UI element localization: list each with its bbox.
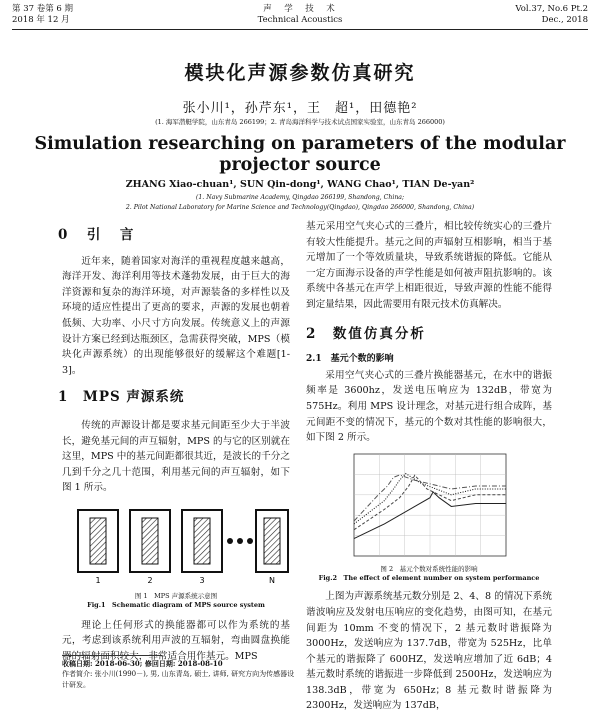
figure-2-caption-en: Fig.2 The effect of element number on system performance — [318, 574, 540, 583]
right-column — [306, 219, 552, 714]
volume-label-en: Vol.37, No.6 Pt.2 — [515, 4, 588, 14]
section-2-1-paragraph: 采用空气夹心式的三叠片换能器基元，在水中的谐振频率是 3600hz，发送电压响应为 132dB，带宽为 575Hz。利用 MPS 设计理念，对基元进行组合成阵，基元间距不变的情况下，基元的个数对其性能的影响很大，如下图 2 所示。 — [306, 369, 552, 444]
title-en-line2: projector source — [219, 155, 381, 175]
journal-name-en: Technical Acoustics — [257, 15, 343, 25]
right-paragraph-2: 上图为声源系统基元数分别是 2、4、8 的情况下系统谐波响应及发射电压响应的变化趋势，由图可知，在基元间距为 10mm 不变的情况下，2 基元数时谐振降为 3000Hz，发送响应为 137.7dB，带宽为 525Hz，比单个基元的谐振降了 600HZ，发送响应增加了近 6dB；4 基元数时系统的谐振进一步降低到 2500Hz，发送响应为 138.3dB，带宽为 650Hz；8 基元数时谐振降为 2300Hz，发送响应为 137dB， — [306, 591, 552, 712]
figure-2-caption-zh: 图 2 基元个数对系统性能的影响 — [380, 565, 478, 574]
ellipsis-dots — [227, 538, 253, 544]
date-label-en: Dec., 2018 — [541, 15, 588, 25]
fig1-label-1: 1 — [95, 575, 101, 585]
affiliation-en-line2: 2. Pilot National Laboratory for Marine Science and Technology(Qingdao), Qingdao 266000, Shandong, China) — [125, 204, 475, 211]
figure-1-caption-zh: 图 1 MPS 声源系统示意图 — [134, 591, 218, 600]
mps-diagram — [62, 506, 290, 586]
footnote-rule — [62, 655, 162, 656]
section-1-paragraph-2: 理论上任何形式的换能器都可以作为系统的基元，考虑到该系统利用声波的互辐射，弯曲圆盘换能器的辐射面积较大，非常适合用作基元。MPS — [62, 619, 290, 662]
section-0-heading: 0 引 言 — [58, 227, 137, 243]
figure-2 — [306, 452, 552, 584]
header-rule — [12, 29, 588, 30]
title-en-line1: Simulation researching on parameters of the modular — [34, 134, 566, 154]
header-right — [515, 4, 588, 26]
element-1 — [78, 510, 118, 572]
journal-name-zh: 声 学 技 术 — [263, 4, 337, 14]
section-0-paragraph: 近年来，随着国家对海洋的重视程度越来越高，海洋开发、海洋利用等技术蓬勃发展，由于巨大的海洋资源和复杂的海洋环境，对声源装备的多样性以及环境的适应性提出了更高的要求，声源的发展也朝着低频、大功率、小尺寸方向发展。传统意义上的声源设计方案已经到达瓶颈区，急需获得突破，MPS（模块化声源系统）的出现能够很好的缓解这个难题[1-3]。 — [62, 255, 290, 376]
section-2-heading: 2 数值仿真分析 — [306, 325, 426, 342]
section-1-heading: 1 MPS 声源系统 — [58, 389, 185, 406]
affiliation-zh: (1. 海军潜艇学院，山东青岛 266199；2. 青岛海洋科学与技术试点国家实验室，山东青岛 266000) — [155, 118, 445, 126]
affiliation-en-line1: (1. Navy Submarine Academy, Qingdao 266199, Shandong, China; — [195, 194, 405, 201]
footnote-author: 作者简介: 张小川(1990－), 男, 山东青岛, 硕士, 讲师, 研究方向为传感器设计研发。 — [62, 670, 295, 689]
left-column — [58, 227, 290, 664]
element-number-chart — [306, 452, 552, 560]
authors-zh: 张小川¹，孙芹东¹，王 超¹，田德艳² — [182, 101, 418, 116]
volume-label: 第 37 卷第 6 期 — [12, 4, 74, 14]
section-2-1-heading: 2.1 基元个数的影响 — [306, 354, 394, 365]
section-1-paragraph: 传统的声源设计都是要求基元间距至少大于半波长，避免基元间的声互辐射，MPS 的与它的区别就在这里，MPS 中的基元间距都很其近，是波长的千分之几到千分之几十范围，利用基元间的声互辐射，如下图 1 所示。 — [62, 419, 290, 494]
figure-1-caption-en: Fig.1 Schematic diagram of MPS source system — [87, 600, 265, 609]
affiliation-en — [0, 193, 600, 213]
element-3 — [182, 510, 222, 572]
authors-en: ZHANG Xiao-chuan¹, SUN Qin-dong¹, WANG Chao¹, TIAN De-yan² — [125, 179, 475, 190]
footnote-received: 收稿日期: 2018-06-30; 修回日期: 2018-08-10 — [62, 659, 223, 668]
title-en — [0, 134, 600, 176]
element-n — [256, 510, 288, 572]
fig1-label-2: 2 — [147, 575, 153, 585]
fig1-label-n: N — [269, 575, 275, 585]
right-paragraph-1: 基元采用空气夹心式的三叠片，相比较传统实心的三叠片有较大性能提升。基元之间的声辐射互相影响，相当于基元增加了一个等效质量块，导致系统谐振的降低。它能从一定方面海示设备的声学性能是如何被声阻抗影响的。该系统中各基元在声学上相距很近，导致声源的性能不能得到定量结果，因此需要用有限元技术仿真解决。 — [306, 221, 552, 310]
element-2 — [130, 510, 170, 572]
footnotes — [62, 658, 298, 691]
figure-1 — [62, 506, 290, 610]
header-center — [0, 4, 600, 26]
date-label-zh: 2018 年 12 月 — [12, 15, 70, 25]
fig1-label-3: 3 — [199, 575, 205, 585]
title-zh: 模块化声源参数仿真研究 — [184, 62, 416, 84]
